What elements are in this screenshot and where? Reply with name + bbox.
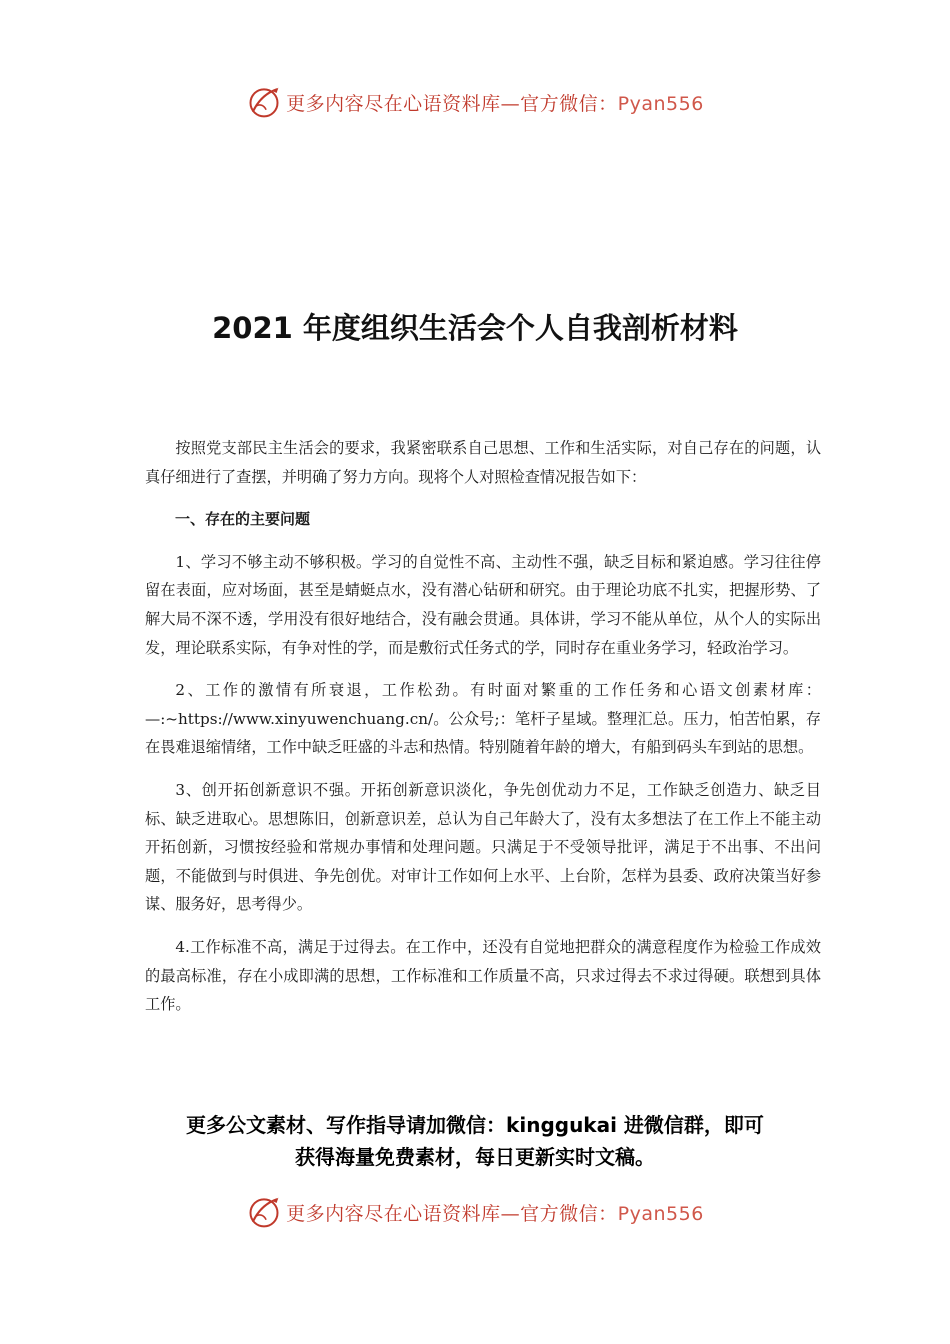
document-body (145, 434, 821, 1019)
banner-label: 更多内容尽在心语资料库—官方微信： (286, 92, 618, 115)
document-title: 2021 年度组织生活会个人自我剖析材料 (212, 311, 738, 345)
issue-paragraph-1: 1、学习不够主动不够积极。学习的自觉性不高、主动性不强，缺乏目标和紧迫感。学习往往停留在表面，应对场面，甚至是蜻蜓点水，没有潜心钻研和研究。由于理论功底不扎实，把握形势、了解大局不深不透，学用没有很好地结合，没有融会贯通。具体讲，学习不能从单位，从个人的实际出发，理论联系实际，有争对性的学，而是敷衍式任务式的学，同时存在重业务学习，轻政治学习。 (145, 552, 821, 657)
banner-text (286, 89, 704, 116)
banner-text (286, 1199, 704, 1226)
section-heading: 一、存在的主要问题 (175, 510, 311, 529)
banner-wechat-id: Pyan556 (617, 92, 704, 115)
signature-pen-logo-icon (246, 84, 282, 120)
issue-paragraph-4: 4.工作标准不高，满足于过得去。在工作中，还没有自觉地把群众的满意程度作为检验工作成效的最高标准，存在小成即满的思想，工作标准和工作质量不高，只求过得去不求过得硬。联想到具体工作。 (145, 937, 821, 1014)
banner-label: 更多内容尽在心语资料库—官方微信： (286, 1202, 618, 1225)
header-watermark-banner (0, 82, 950, 122)
signature-pen-logo-icon (246, 1194, 282, 1230)
issue-paragraph-3: 3、创开拓创新意识不强。开拓创新意识淡化，争先创优动力不足，工作缺乏创造力、缺乏目标、缺乏进取心。思想陈旧，创新意识差，总认为自己年龄大了，没有太多想法了在工作上不能主动开拓创新，习惯按经验和常规办事情和处理问题。只满足于不受领导批评，满足于不出事、不出问题，不能做到与时俱进、争先创优。对审计工作如何上水平、上台阶，怎样为县委、政府决策当好参谋、服务好，思考得少。 (145, 780, 821, 914)
promo-line-2: 获得海量免费素材，每日更新实时文稿。 (295, 1145, 655, 1169)
banner-wechat-id: Pyan556 (617, 1202, 704, 1225)
intro-paragraph: 按照党支部民主生活会的要求，我紧密联系自己思想、工作和生活实际，对自己存在的问题，认真仔细进行了查摆，并明确了努力方向。现将个人对照检查情况报告如下： (145, 439, 821, 486)
footer-watermark-banner (0, 1192, 950, 1232)
promo-line-1: 更多公文素材、写作指导请加微信：kinggukai 进微信群，即可 (186, 1113, 764, 1137)
issue-paragraph-2: 2、工作的激情有所衰退，工作松劲。有时面对繁重的工作任务和心语文创素材库：—:~https://www.xinyuwenchuang.cn/。公众号;：笔杆子星域。整理汇总。压力，怕苦怕累，存在畏难退缩情绪，工作中缺乏旺盛的斗志和热情。特别随着年龄的增大，有船到码头车到站的思想。 (145, 681, 821, 757)
promo-notice (0, 1109, 950, 1173)
